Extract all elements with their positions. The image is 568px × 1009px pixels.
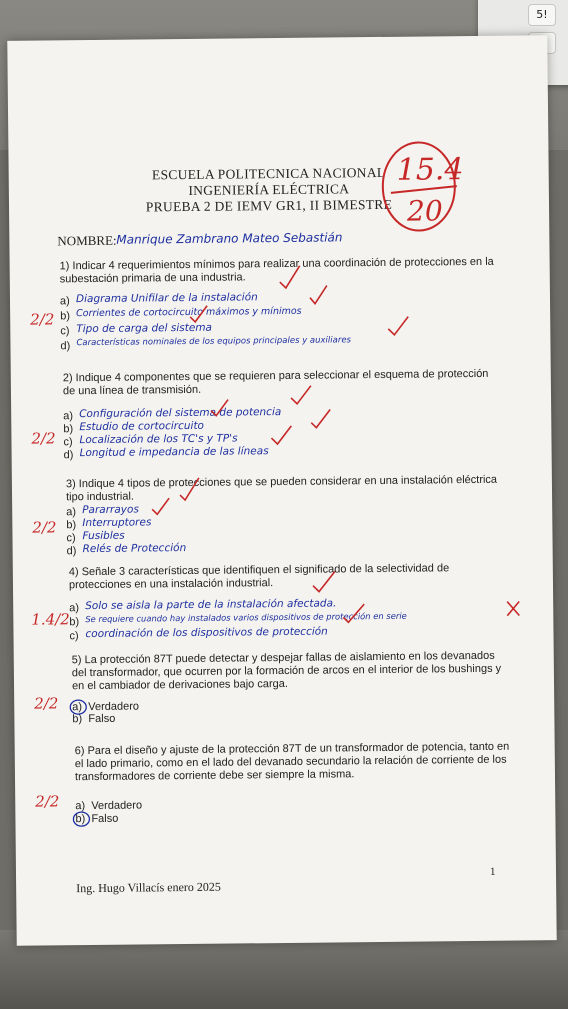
selected-option-circle [73,812,89,826]
exam-title: PRUEBA 2 DE IEMV GR1, II BIMESTRE [145,196,393,215]
answer-text: Características nominales de los equipos principales y auxiliares [76,335,352,349]
school-name: ESCUELA POLITECNICA NACIONAL [151,164,386,183]
option-marker: a) [72,701,83,714]
grade-score: 15.4 [396,152,464,188]
option-marker: c) [66,532,76,545]
check-mark [343,604,364,622]
footer-author: Ing. Hugo Villacís enero 2025 [76,879,221,896]
answer-text: Longitud e impedancia de las líneas [79,445,269,460]
check-mark [313,571,335,591]
question-3-text: 3) Indique 4 tipos de protecciones que se pueden considerar en una instalación eléctrica tipo industrial. [65,473,498,504]
department-name: INGENIERÍA ELÉCTRICA [188,181,350,198]
option-label: Verdadero [88,700,140,714]
check-mark [280,266,300,288]
option-marker: a) [66,506,77,519]
option-marker: d) [60,340,71,353]
question-4-text: 4) Señale 3 características que identifiquen el significado de la selectividad de protecciones en una instalación industrial. [68,562,450,592]
calculator-key: 5! [528,4,556,26]
check-mark [291,386,311,404]
answer-text: Diagrama Unifilar de la instalación [75,291,258,306]
option-marker: b) [66,519,77,532]
option-label: Verdadero [91,799,143,813]
answer-text: Solo se aisla la parte de la instalación afectada. [85,597,337,613]
answer-text: coordinación de los dispositivos de protección [85,625,328,641]
option-marker: b) [60,310,71,323]
check-mark [311,409,330,427]
check-mark [180,478,199,500]
option-label: Falso [88,712,116,726]
question-5-text: 5) La protección 87T puede detectar y despejar fallas de aislamiento en los devanados del transformador, que ocurren por la formación de arcos en el interior de los bushings y en el cambiador de derivaciones bajo carga. [71,649,502,693]
option-marker: a) [69,602,80,615]
question-5-score: 2/2 [34,694,59,713]
option-marker: d) [63,449,74,462]
option-marker: c) [69,630,79,643]
answer-text: Tipo de carga del sistema [76,321,213,336]
option-marker: c) [60,325,70,338]
check-mark [211,400,228,416]
student-name: Manrique Zambrano Mateo Sebastián [116,230,343,247]
check-mark [190,306,207,322]
name-label: NOMBRE: [57,232,117,249]
question-1-text: 1) Indicar 4 requerimientos mínimos para realizar una coordinación de protecciones en la subestación primaria de una industria. [59,255,494,286]
grading-marks [7,35,556,946]
answer-text: Interruptores [82,516,152,530]
option-marker: b) [72,713,83,726]
exam-sheet [7,35,556,946]
option-marker: b) [63,423,74,436]
question-6-text: 6) Para el diseño y ajuste de la protección 87T de un transformador de potencia, tanto en el lado primario, como en el lado del devanado secundario la relación de corriente de los transformadores de corriente debe ser siempre la misma. [74,740,510,784]
option-marker: d) [66,545,77,558]
option-marker: a) [63,410,74,423]
option-marker: a) [59,295,70,308]
page-number: 1 [489,865,496,878]
check-mark [152,498,169,514]
question-6-score: 2/2 [35,792,60,811]
option-marker: a) [75,800,86,813]
answer-text: Estudio de cortocircuito [79,419,205,434]
grade-fraction-bar [391,186,457,193]
answer-text: Fusibles [82,529,125,543]
check-mark [271,426,291,444]
question-2-score: 2/2 [31,429,56,448]
answer-text: Pararrayos [82,503,139,517]
answer-text: Relés de Protección [82,542,187,556]
answer-text: Se requiere cuando hay instalados varios dispositivos de protección en serie [85,610,407,625]
answer-text: Configuración del sistema de potencia [79,406,282,421]
option-marker: b) [75,813,86,826]
grade-total: 20 [406,194,443,228]
question-1-score: 2/2 [30,310,55,329]
question-2-text: 2) Indique 4 componentes que se requieren para seleccionar el esquema de protección de una línea de transmisión. [62,367,489,398]
answer-text: Corrientes de cortocircuito máximos y mínimos [76,305,302,320]
question-4-score: 1.4/2 [31,610,70,629]
check-mark [388,317,408,335]
selected-option-circle [70,700,86,714]
option-label: Falso [91,812,119,826]
question-3-score: 2/2 [32,518,57,537]
check-mark [310,286,327,304]
answer-text: Localización de los TC's y TP's [79,432,238,447]
option-marker: c) [63,436,73,449]
option-marker: b) [69,616,80,629]
